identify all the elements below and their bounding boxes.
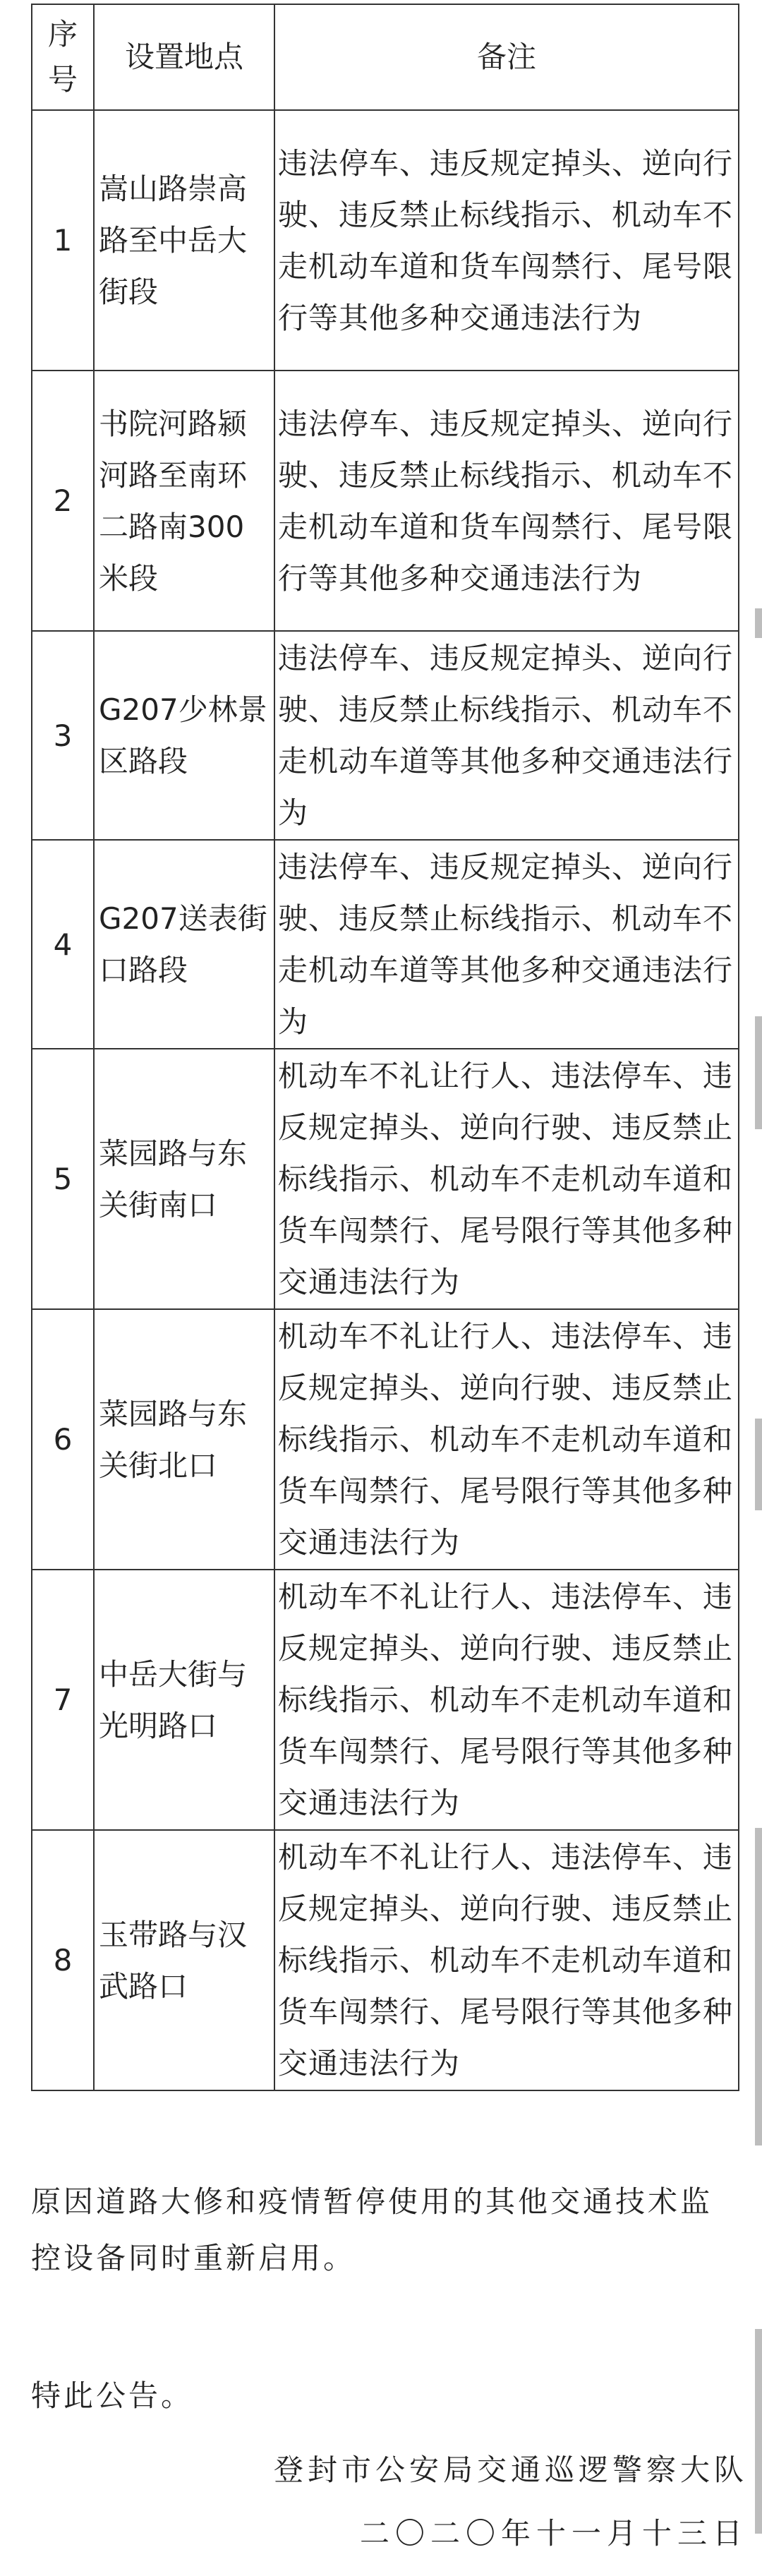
row-remarks: 机动车不礼让行人、违法停车、违反规定掉头、逆向行驶、违反禁止标线指示、机动车不走机动车道和货车闯禁行、尾号限行等其他多种交通违法行为 xyxy=(274,1570,739,1830)
row-number: 1 xyxy=(32,110,94,371)
row-remarks: 违法停车、违反规定掉头、逆向行驶、违反禁止标线指示、机动车不走机动车道等其他多种交通违法行为 xyxy=(274,631,739,840)
row-location: 菜园路与东关街北口 xyxy=(94,1309,274,1570)
row-number: 2 xyxy=(32,371,94,631)
row-location: 嵩山路崇高路至中岳大街段 xyxy=(94,110,274,371)
edge-marker xyxy=(755,1016,762,1129)
row-number: 7 xyxy=(32,1570,94,1830)
restore-paragraph: 原因道路大修和疫情暂停使用的其他交通技术监控设备同时重新启用。 xyxy=(31,2184,713,2275)
signature: 登封市公安局交通巡逻警察大队 xyxy=(273,2452,748,2487)
table-row xyxy=(32,371,739,631)
row-number: 3 xyxy=(32,631,94,840)
row-location: G207少林景区路段 xyxy=(94,631,274,840)
camera-location-table xyxy=(31,4,739,2091)
row-remarks: 机动车不礼让行人、违法停车、违反规定掉头、逆向行驶、违反禁止标线指示、机动车不走机动车道和货车闯禁行、尾号限行等其他多种交通违法行为 xyxy=(274,1309,739,1570)
row-number: 6 xyxy=(32,1309,94,1570)
row-remarks: 违法停车、违反规定掉头、逆向行驶、违反禁止标线指示、机动车不走机动车道等其他多种交通违法行为 xyxy=(274,840,739,1049)
table-row xyxy=(32,1049,739,1309)
closing-text: 特此公告。 xyxy=(31,2378,194,2413)
row-number: 8 xyxy=(32,1830,94,2090)
header-no: 序 号 xyxy=(32,4,94,110)
table-row xyxy=(32,840,739,1049)
edge-marker xyxy=(755,608,762,638)
row-location: 菜园路与东关街南口 xyxy=(94,1049,274,1309)
row-location: 玉带路与汉武路口 xyxy=(94,1830,274,2090)
edge-marker xyxy=(755,1828,762,2145)
header-location: 设置地点 xyxy=(94,4,274,110)
table-row xyxy=(32,110,739,371)
row-remarks: 机动车不礼让行人、违法停车、违反规定掉头、逆向行驶、违反禁止标线指示、机动车不走机动车道和货车闯禁行、尾号限行等其他多种交通违法行为 xyxy=(274,1830,739,2090)
edge-marker xyxy=(755,1419,762,1510)
row-number: 5 xyxy=(32,1049,94,1309)
row-location: G207送表街口路段 xyxy=(94,840,274,1049)
table-header-row xyxy=(32,4,739,110)
row-number: 4 xyxy=(32,840,94,1049)
header-remarks: 备注 xyxy=(274,4,739,110)
edge-marker xyxy=(755,2329,762,2534)
notice-date: 二〇二〇年十一月十三日 xyxy=(359,2516,748,2551)
table-row xyxy=(32,631,739,840)
row-remarks: 违法停车、违反规定掉头、逆向行驶、违反禁止标线指示、机动车不走机动车道和货车闯禁行、尾号限行等其他多种交通违法行为 xyxy=(274,371,739,631)
row-location: 书院河路颍河路至南环二路南300米段 xyxy=(94,371,274,631)
table-row xyxy=(32,1309,739,1570)
table-row xyxy=(32,1570,739,1830)
row-remarks: 违法停车、违反规定掉头、逆向行驶、违反禁止标线指示、机动车不走机动车道和货车闯禁行、尾号限行等其他多种交通违法行为 xyxy=(274,110,739,371)
row-location: 中岳大街与光明路口 xyxy=(94,1570,274,1830)
table-row xyxy=(32,1830,739,2090)
row-remarks: 机动车不礼让行人、违法停车、违反规定掉头、逆向行驶、违反禁止标线指示、机动车不走机动车道和货车闯禁行、尾号限行等其他多种交通违法行为 xyxy=(274,1049,739,1309)
